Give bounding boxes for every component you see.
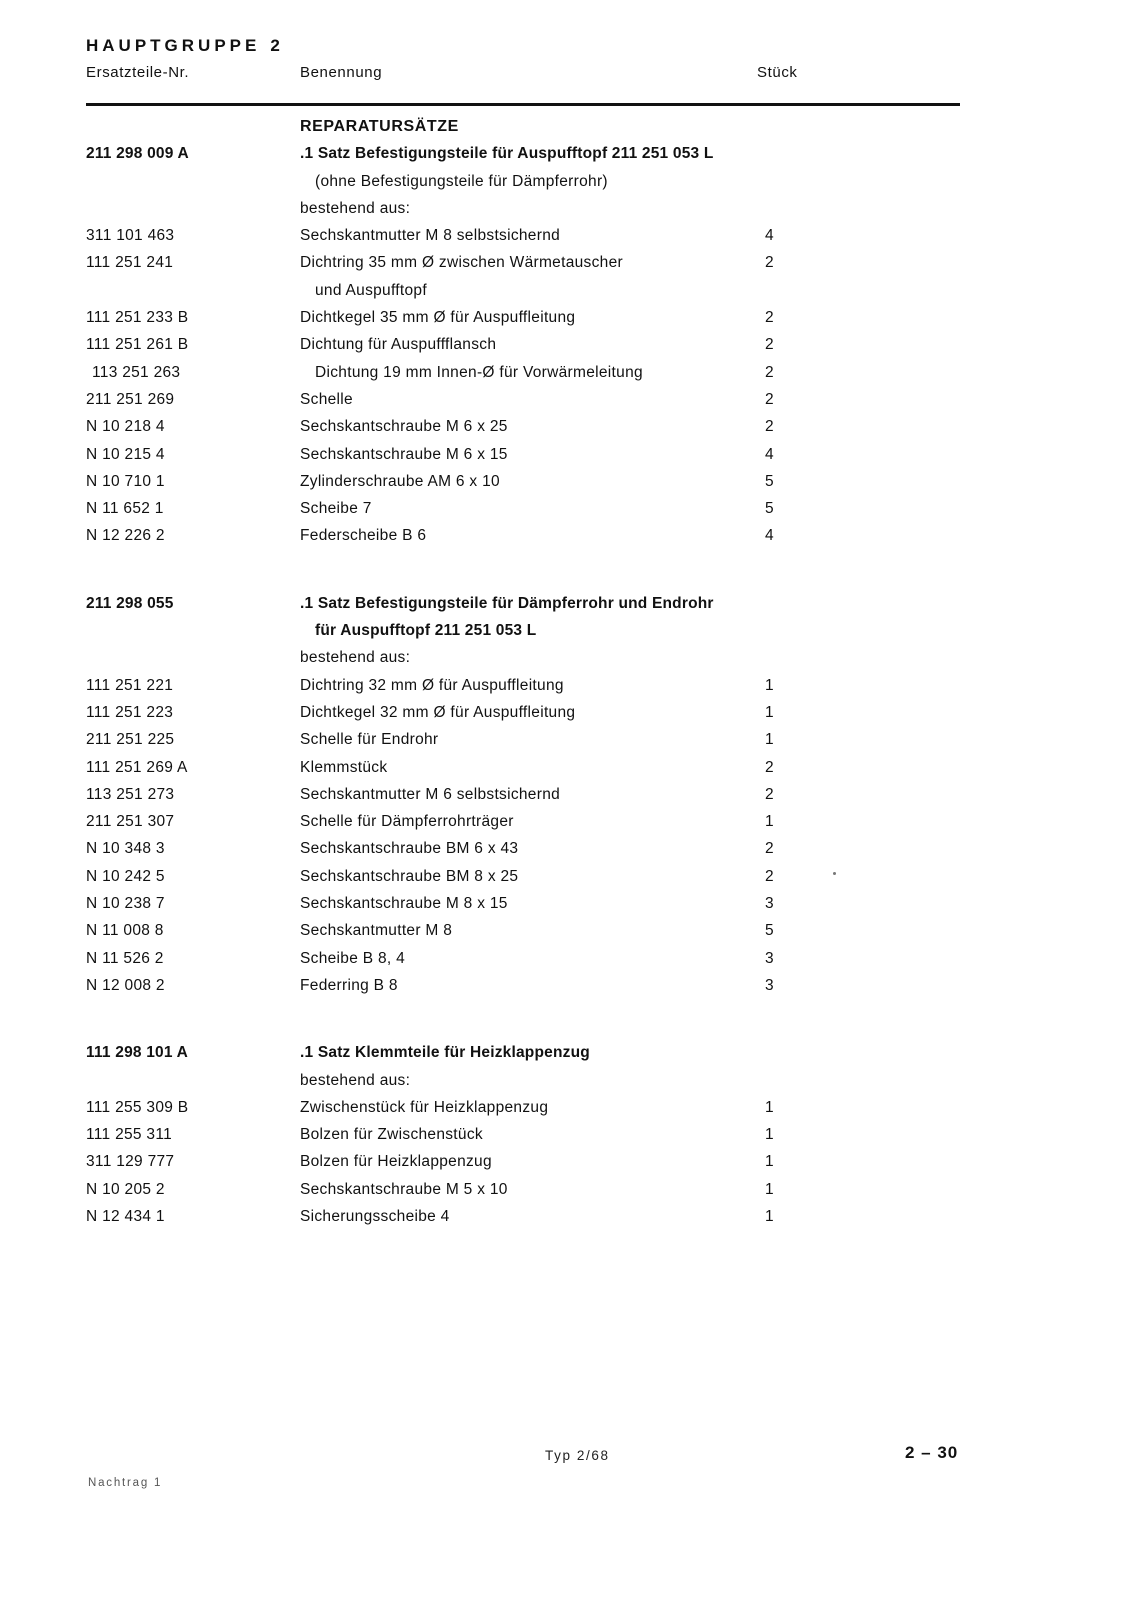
part-quantity: 5: [765, 500, 774, 518]
part-quantity: 2: [765, 418, 774, 436]
kit-part-number: 111 298 101 A: [86, 1044, 189, 1062]
consists-label: bestehend aus:: [300, 199, 411, 217]
part-description: Schelle für Dämpferrohrträger: [300, 813, 514, 831]
table-row: [0, 950, 1137, 977]
part-quantity: 3: [765, 949, 774, 967]
part-number: N 10 242 5: [86, 867, 165, 885]
table-row: [0, 473, 1137, 500]
part-quantity: 2: [765, 309, 774, 327]
part-description: Sechskantmutter M 8: [300, 922, 453, 940]
part-quantity: 2: [765, 840, 774, 858]
part-description-continued: und Auspufftopf: [315, 281, 427, 299]
part-quantity: 5: [765, 472, 774, 490]
part-number: N 12 226 2: [86, 527, 165, 545]
part-number: N 11 526 2: [86, 949, 164, 967]
part-number: N 11 008 8: [86, 922, 164, 940]
part-description: Zwischenstück für Heizklappenzug: [300, 1098, 549, 1116]
part-number: 111 251 269 A: [86, 758, 188, 776]
part-quantity: 3: [765, 976, 774, 994]
part-quantity: 2: [765, 758, 774, 776]
kit-part-number: 211 298 055: [86, 594, 174, 612]
part-description: Federring B 8: [300, 976, 398, 994]
table-row: [0, 1153, 1137, 1180]
table-row: [0, 309, 1137, 336]
part-description: Bolzen für Zwischenstück: [300, 1126, 483, 1144]
header-divider: [86, 103, 960, 106]
part-description: Sechskantschraube M 6 x 15: [300, 445, 508, 463]
part-number: 113 251 273: [86, 785, 175, 803]
part-description: Sechskantmutter M 6 selbstsichernd: [300, 785, 561, 803]
table-row: [0, 391, 1137, 418]
part-description: Bolzen für Heizklappenzug: [300, 1153, 492, 1171]
part-description: Sechskantschraube BM 8 x 25: [300, 867, 519, 885]
table-row: [0, 977, 1137, 1004]
part-number: 111 251 233 B: [86, 309, 189, 327]
table-row: [0, 527, 1137, 554]
kit-note-row: [0, 173, 1137, 200]
consists-row: [0, 649, 1137, 676]
kit-note: (ohne Befestigungsteile für Dämpferrohr): [315, 172, 608, 190]
part-number: 211 251 307: [86, 813, 175, 831]
part-description: Schelle: [300, 390, 353, 408]
part-quantity: 1: [765, 1207, 774, 1225]
part-quantity: 5: [765, 922, 774, 940]
part-description: Sechskantschraube M 5 x 10: [300, 1180, 508, 1198]
kit-title-row: [0, 145, 1137, 172]
kit-title: .1 Satz Befestigungsteile für Dämpferrohr und Endrohr: [300, 594, 714, 612]
kit-title-row-continued: [0, 622, 1137, 649]
part-quantity: 2: [765, 363, 774, 381]
part-description: Sechskantmutter M 8 selbstsichernd: [300, 227, 561, 245]
table-row: [0, 731, 1137, 758]
part-number: 311 101 463: [86, 227, 175, 245]
section-spacer: [0, 555, 1137, 595]
part-description: Sechskantschraube M 8 x 15: [300, 895, 508, 913]
consists-label: bestehend aus:: [300, 649, 411, 667]
consists-row: [0, 200, 1137, 227]
consists-row: [0, 1072, 1137, 1099]
table-row: [0, 227, 1137, 254]
footer-page-number: 2 – 30: [905, 1443, 959, 1462]
part-description: Zylinderschraube AM 6 x 10: [300, 472, 500, 490]
footer-type: Typ 2/68: [545, 1448, 610, 1463]
part-description: Dichtung 19 mm Innen-Ø für Vorwärmeleitung: [315, 363, 643, 381]
table-row: [0, 813, 1137, 840]
table-row-continuation: [0, 282, 1137, 309]
part-quantity: 1: [765, 1098, 774, 1116]
table-row: [0, 840, 1137, 867]
group-number: 2: [270, 36, 280, 55]
column-header-description: Benennung: [300, 64, 383, 81]
table-row: [0, 364, 1137, 391]
part-number: N 12 008 2: [86, 976, 165, 994]
consists-label: bestehend aus:: [300, 1071, 411, 1089]
part-description: Dichtring 32 mm Ø für Auspuffleitung: [300, 676, 564, 694]
table-row: [0, 868, 1137, 895]
table-row: [0, 1181, 1137, 1208]
part-number: 113 251 263: [92, 363, 181, 381]
section-heading-row: [0, 118, 1137, 145]
part-description: Sechskantschraube M 6 x 25: [300, 418, 508, 436]
part-quantity: 3: [765, 895, 774, 913]
table-row: [0, 895, 1137, 922]
part-description: Dichtring 35 mm Ø zwischen Wärmetauscher: [300, 254, 623, 272]
part-number: 211 251 269: [86, 390, 175, 408]
part-number: 111 251 241: [86, 254, 174, 272]
table-row: [0, 1208, 1137, 1235]
table-row: [0, 786, 1137, 813]
part-description: Schelle für Endrohr: [300, 731, 439, 749]
part-quantity: 1: [765, 1180, 774, 1198]
group-title-label: HAUPTGRUPPE: [86, 36, 261, 55]
part-number: 111 251 223: [86, 703, 174, 721]
column-header-part-number: Ersatzteile-Nr.: [86, 64, 190, 81]
part-quantity: 2: [765, 785, 774, 803]
part-description: Klemmstück: [300, 758, 388, 776]
kit-title: .1 Satz Klemmteile für Heizklappenzug: [300, 1044, 590, 1062]
section-spacer: [0, 1004, 1137, 1044]
part-quantity: 2: [765, 390, 774, 408]
part-number: 111 255 311: [86, 1126, 173, 1144]
part-number: N 11 652 1: [86, 500, 164, 518]
part-description: Scheibe B 8, 4: [300, 949, 406, 967]
parts-table: [0, 118, 1137, 1235]
part-description: Scheibe 7: [300, 500, 372, 518]
part-quantity: 1: [765, 703, 774, 721]
part-number: N 10 205 2: [86, 1180, 165, 1198]
footer-supplement: Nachtrag 1: [88, 1477, 163, 1489]
kit-title-row: [0, 595, 1137, 622]
table-row: [0, 336, 1137, 363]
part-description: Sechskantschraube BM 6 x 43: [300, 840, 519, 858]
table-row: [0, 677, 1137, 704]
part-number: N 10 710 1: [86, 472, 165, 490]
part-number: 311 129 777: [86, 1153, 175, 1171]
part-description: Dichtkegel 35 mm Ø für Auspuffleitung: [300, 309, 576, 327]
part-quantity: 2: [765, 254, 774, 272]
part-number: 111 255 309 B: [86, 1098, 189, 1116]
part-number: N 10 238 7: [86, 895, 165, 913]
part-number: N 10 215 4: [86, 445, 165, 463]
part-quantity: 4: [765, 527, 774, 545]
part-description: Sicherungsscheibe 4: [300, 1207, 450, 1225]
page-speck: [833, 872, 836, 875]
part-description: Dichtkegel 32 mm Ø für Auspuffleitung: [300, 703, 576, 721]
table-row: [0, 759, 1137, 786]
part-number: N 10 348 3: [86, 840, 165, 858]
kit-title-continued: für Auspufftopf 211 251 053 L: [315, 622, 537, 640]
section-heading: REPARATURSÄTZE: [300, 118, 459, 135]
part-quantity: 1: [765, 1126, 774, 1144]
part-quantity: 4: [765, 227, 774, 245]
table-row: [0, 922, 1137, 949]
kit-title: .1 Satz Befestigungsteile für Auspufftopf 211 251 053 L: [300, 145, 714, 163]
table-row: [0, 1126, 1137, 1153]
kit-part-number: 211 298 009 A: [86, 145, 189, 163]
part-number: N 10 218 4: [86, 418, 165, 436]
table-row: [0, 1099, 1137, 1126]
part-number: 111 251 261 B: [86, 336, 189, 354]
kit-title-row: [0, 1044, 1137, 1071]
part-number: 111 251 221: [86, 676, 174, 694]
part-number: N 12 434 1: [86, 1207, 165, 1225]
part-number: 211 251 225: [86, 731, 175, 749]
table-row: [0, 254, 1137, 281]
table-row: [0, 500, 1137, 527]
part-quantity: 1: [765, 676, 774, 694]
page-title: [86, 36, 280, 56]
part-quantity: 1: [765, 813, 774, 831]
table-row: [0, 704, 1137, 731]
table-row: [0, 446, 1137, 473]
part-description: Dichtung für Auspuffflansch: [300, 336, 497, 354]
part-quantity: 2: [765, 867, 774, 885]
part-description: Federscheibe B 6: [300, 527, 427, 545]
part-quantity: 1: [765, 1153, 774, 1171]
part-quantity: 2: [765, 336, 774, 354]
part-quantity: 1: [765, 731, 774, 749]
table-row: [0, 418, 1137, 445]
part-quantity: 4: [765, 445, 774, 463]
column-header-quantity: Stück: [757, 64, 798, 81]
